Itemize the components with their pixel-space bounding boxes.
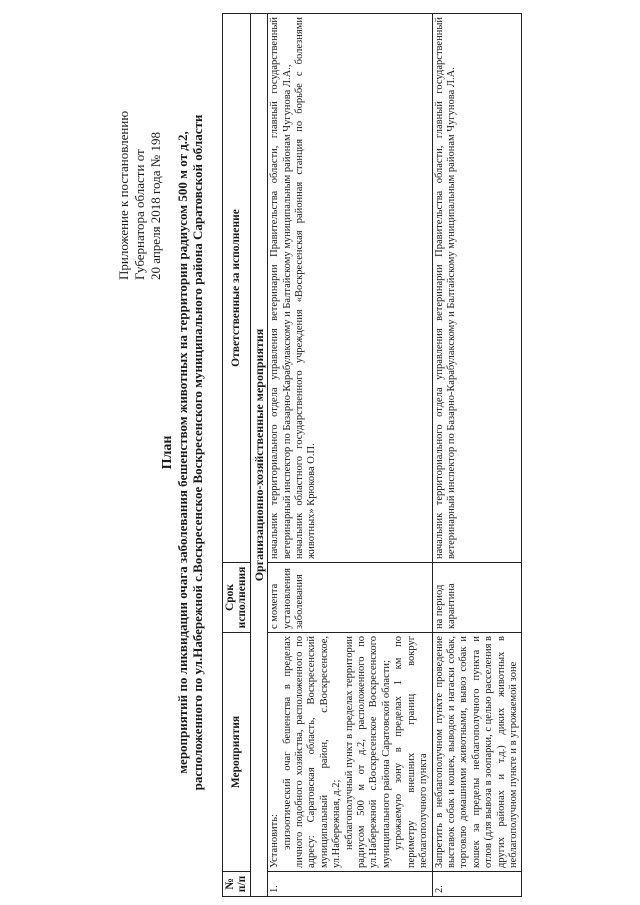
row-responsible	[268, 14, 432, 563]
header-measures: Мероприятия	[223, 633, 251, 872]
title-heading: План	[160, 435, 175, 470]
title-line: расположенного по ул.Набережной с.Воскресенское Воскресенского муниципального района Саратовской области	[190, 114, 205, 791]
document-title	[160, 0, 205, 905]
measure-paragraph: Запретить в неблагополучном пункте проведение выставок собак и кошек, выводок и натаски собак, торговлю домашними животными, вывоз собак и кошек за пределы неблагополучного пункта и отлов (для вывоза в зоопарки, с целью расселения в других районах и т.д.) диких животных в неблагополучном пункте и в угрожаемой зоне	[433, 636, 519, 868]
table-header-row	[223, 14, 251, 897]
header-deadline: Срок исполнения	[223, 563, 251, 633]
appendix-line: Приложение к постановлению	[116, 110, 131, 280]
row-measures	[432, 633, 522, 872]
row-num: 2.	[432, 872, 522, 897]
measures-table	[222, 13, 522, 897]
table-row	[268, 14, 432, 897]
measure-paragraph: угрожаемую зону в пределах 1 км по периметру внешних границ вокруг неблагополучного пункта	[393, 636, 430, 868]
row-responsible	[432, 14, 522, 563]
section-title: Организационно-хозяйственные мероприятия	[250, 14, 267, 897]
row-deadline: на период карантина	[432, 563, 522, 633]
table-row	[432, 14, 522, 897]
header-num: № п/п	[223, 872, 251, 897]
measure-paragraph: Установить:	[269, 814, 281, 868]
appendix-line: Губернатора области от	[132, 149, 147, 280]
responsible-paragraph: начальник областного государственного учреждения «Воскресенская районная станция по борьбе с болезнями животных» Крюкова О.П.	[294, 17, 318, 559]
header-responsible: Ответственные за исполнение	[223, 14, 251, 563]
title-line: мероприятий по ликвидации очага заболевания бешенством животных на территории радиусом 500 м от д.2,	[175, 131, 190, 774]
measure-paragraph: неблагополучный пункт в пределах территории радиусом 500 м от д.2, расположенного по ул.Набережной с.Воскресенское Воскресенского муниципального района Саратовской области;	[343, 636, 392, 868]
measure-paragraph: эпизоотический очаг бешенства в пределах личного подобного хозяйства, расположенного по адресу: Саратовская область, Воскресенский муниципальный район, с.Воскресенское, ул.Набережная, д.2;	[281, 636, 343, 868]
row-deadline: с момента установления заболевания	[268, 563, 432, 633]
row-num: 1.	[268, 872, 432, 897]
appendix-note	[116, 10, 164, 280]
appendix-line: 20 апреля 2018 года № 198	[148, 132, 163, 280]
responsible-paragraph: начальник территориального отдела управления ветеринарии Правительства области, главный государственный ветеринарный инспектор по Базарно-Карабулакскому и Балтайскому муниципальным районам Чугунова Л.А.,	[269, 17, 293, 559]
row-measures	[268, 633, 432, 872]
section-row	[250, 14, 267, 897]
responsible-paragraph: начальник территориального отдела управления ветеринарии Правительства области, главный государственный ветеринарный инспектор по Базарно-Карабулакскому и Балтайскому муниципальным районам Чугунова Л.А.	[433, 17, 457, 559]
